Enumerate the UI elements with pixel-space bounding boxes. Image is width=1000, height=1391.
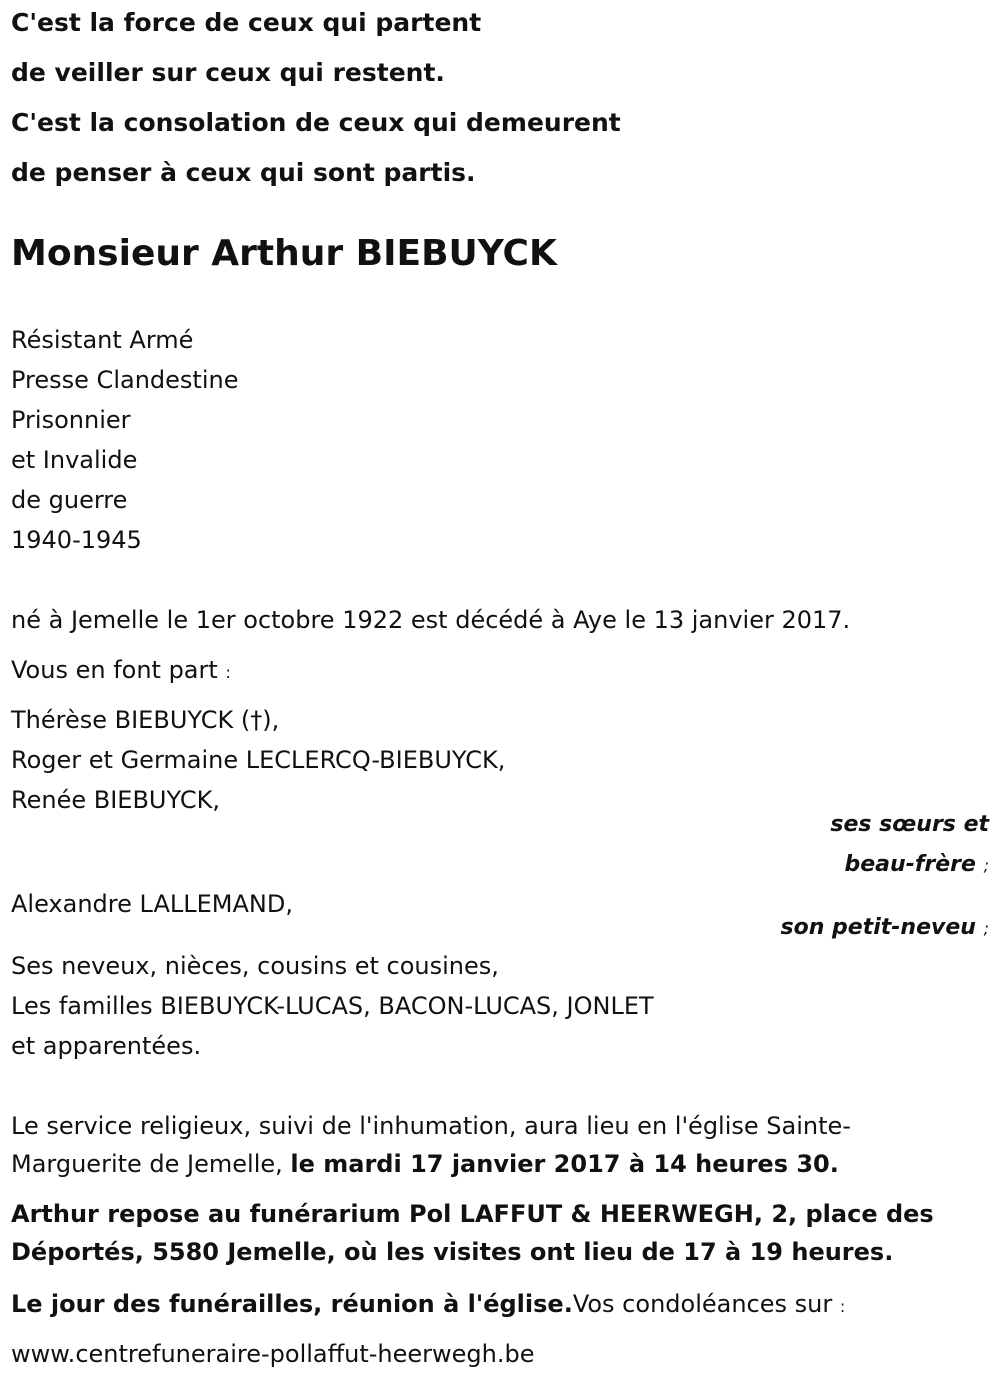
title-line: et Invalide: [11, 446, 138, 474]
relation-grandnephew: [781, 915, 989, 940]
announcement-text: Vous en font part: [11, 656, 218, 684]
poem-line: C'est la force de ceux qui partent: [11, 8, 482, 37]
repose-line: Arthur repose au funérarium Pol LAFFUT & HEERWEGH, 2, place des: [11, 1200, 934, 1228]
website-link[interactable]: www.centrefuneraire-pollaffut-heerwegh.be: [11, 1340, 535, 1368]
birth-death-statement: né à Jemelle le 1er octobre 1922 est décédé à Aye le 13 janvier 2017.: [11, 606, 851, 634]
relation-brother-in-law: [845, 852, 989, 877]
family-member: Renée BIEBUYCK,: [11, 786, 220, 814]
family-member: Ses neveux, nièces, cousins et cousines,: [11, 952, 499, 980]
condolences-text: Vos condoléances sur: [572, 1290, 833, 1318]
service-line: [11, 1150, 839, 1178]
relation-text: beau-frère: [844, 852, 976, 877]
family-member: Les familles BIEBUYCK-LUCAS, BACON-LUCAS, JONLET: [11, 992, 654, 1020]
title-line: 1940-1945: [11, 526, 142, 554]
announcement-label: [11, 656, 231, 684]
title-line: Résistant Armé: [11, 326, 194, 354]
repose-line: Déportés, 5580 Jemelle, où les visites ont lieu de 17 à 19 heures.: [11, 1238, 894, 1266]
family-member: Thérèse BIEBUYCK (†),: [11, 706, 280, 734]
poem-line: C'est la consolation de ceux qui demeurent: [11, 108, 621, 137]
service-line: Le service religieux, suivi de l'inhumation, aura lieu en l'église Sainte-: [11, 1112, 851, 1140]
funeral-gathering: Le jour des funérailles, réunion à l'église.: [11, 1290, 573, 1318]
service-location: Marguerite de Jemelle,: [11, 1150, 283, 1178]
service-datetime: le mardi 17 janvier 2017 à 14 heures 30.: [290, 1150, 839, 1178]
relation-semicolon: ;: [983, 856, 989, 875]
family-member: Alexandre LALLEMAND,: [11, 890, 293, 918]
poem-line: de veiller sur ceux qui restent.: [11, 58, 445, 87]
funeral-line: [11, 1290, 845, 1318]
family-member: et apparentées.: [11, 1032, 202, 1060]
condolences-colon: :: [839, 1297, 846, 1316]
announcement-colon: :: [225, 663, 231, 682]
relation-text: son petit-neveu: [780, 915, 976, 940]
title-line: Prisonnier: [11, 406, 131, 434]
poem-line: de penser à ceux qui sont partis.: [11, 158, 476, 187]
deceased-name: Monsieur Arthur BIEBUYCK: [11, 233, 557, 274]
relation-semicolon: ;: [983, 919, 989, 938]
relation-sisters: ses sœurs et: [830, 812, 989, 837]
family-member: Roger et Germaine LECLERCQ-BIEBUYCK,: [11, 746, 506, 774]
title-line: de guerre: [11, 486, 128, 514]
title-line: Presse Clandestine: [11, 366, 239, 394]
